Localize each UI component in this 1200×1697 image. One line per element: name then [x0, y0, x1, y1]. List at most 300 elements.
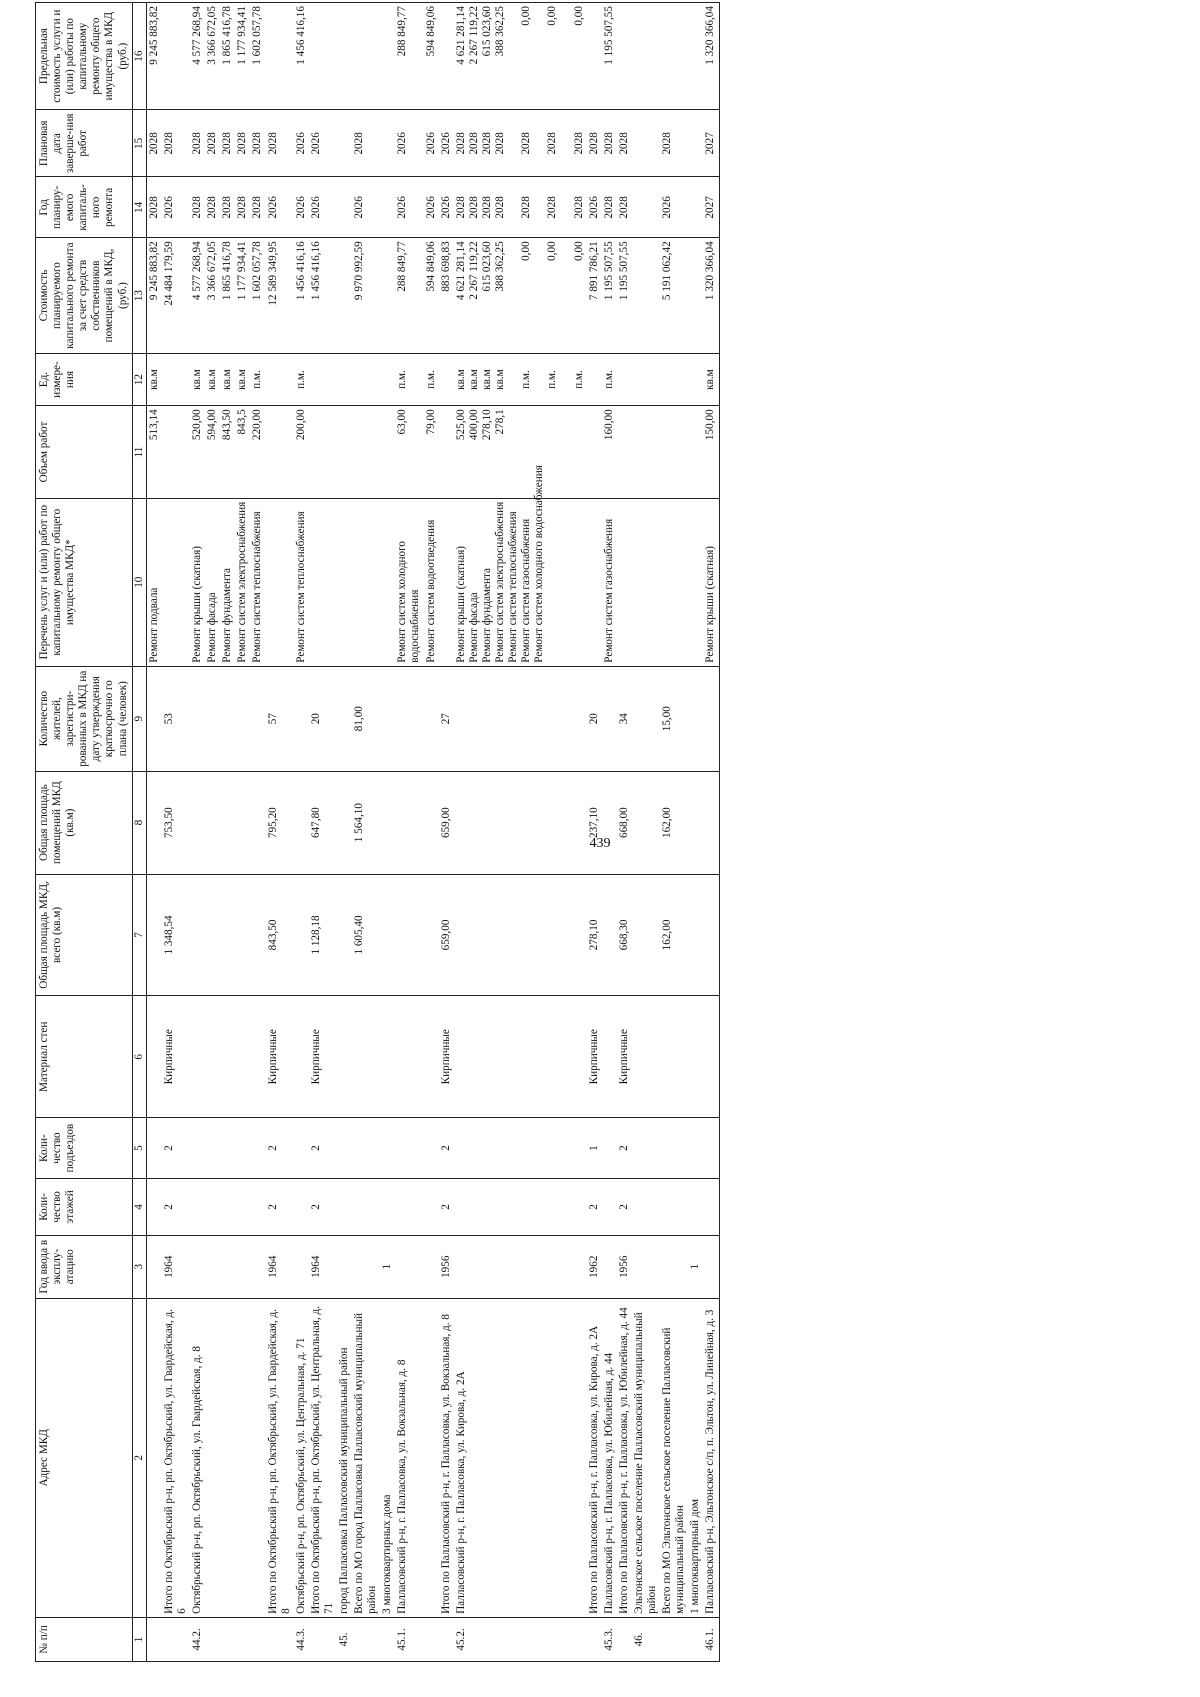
header-cell: Перечень услуг и (или) работ по капитальному ремонту общего имущества МКД* — [36, 498, 133, 666]
floors-cell — [205, 1179, 220, 1236]
unit-cell: кв.м — [190, 353, 205, 405]
unit-cell: п.м. — [602, 353, 617, 405]
row-number-cell: 46. — [632, 1617, 660, 1661]
wall-material-cell — [220, 996, 235, 1118]
wall-material-cell — [294, 996, 309, 1118]
end-date-cell: 2026 — [424, 110, 439, 177]
work-list-cell: Ремонт систем газоснабжения — [602, 498, 617, 666]
plan-year-cell: 2026 — [162, 177, 190, 238]
cell-line: 0,00 — [546, 6, 559, 26]
header-cell: Материал стен — [36, 996, 133, 1118]
premises-area-cell: 795,20 — [266, 771, 294, 874]
address-cell: Итого по Октябрьский р-н, рп. Октябрьский, ул. Центральная, д. 71 — [309, 1298, 337, 1617]
volume-cell: 79,00 — [424, 406, 439, 498]
limit-cost-cell: 9 245 883,82 — [146, 3, 162, 110]
volume-cell: 843,50 — [220, 406, 235, 498]
end-date-cell: 2027 — [703, 110, 719, 177]
unit-cell: п.м. — [250, 353, 265, 405]
cost-cell: 24 484 179,59 — [162, 238, 190, 353]
plan-year-cell: 2028 — [250, 177, 265, 238]
cell-line — [559, 6, 572, 106]
plan-year-cell — [688, 177, 703, 238]
table-row — [395, 3, 423, 1662]
premises-area-cell — [220, 771, 235, 874]
limit-cost-cell — [352, 3, 380, 110]
floors-cell: 2 — [162, 1179, 190, 1236]
work-list-cell — [162, 498, 190, 666]
row-number-cell — [688, 1617, 703, 1661]
plan-year-cell: 2026 — [395, 177, 423, 238]
address-cell: Палласовский р-н, г. Палласовка, ул. Кирова, д. 2А — [454, 1298, 587, 1617]
volume-cell: 594,00 — [205, 406, 220, 498]
residents-cell: 20 — [587, 666, 602, 771]
limit-cost-cell: 1 602 057,78 — [250, 3, 265, 110]
unit-cell — [309, 353, 337, 405]
cell-line: 0,00 — [520, 241, 533, 261]
header-cell: Адрес МКД — [36, 1298, 133, 1617]
column-number: 6 — [132, 996, 146, 1118]
plan-year-cell: 2028 — [146, 177, 162, 238]
unit-cell: п.м. — [395, 353, 423, 405]
end-date-cell — [337, 110, 352, 177]
residents-cell — [424, 666, 439, 771]
floors-cell: 2 — [266, 1179, 294, 1236]
entrances-cell — [220, 1118, 235, 1179]
table-row — [632, 3, 660, 1662]
residents-cell — [454, 666, 587, 771]
premises-area-cell — [454, 771, 587, 874]
cell-line: Ремонт систем теплоснабжения — [507, 511, 520, 663]
cell-line: 2028 — [546, 196, 559, 219]
column-number: 13 — [132, 238, 146, 353]
column-number-row — [132, 3, 146, 1662]
address-cell: Эльтонское сельское поселение Палласовский муниципальный район — [632, 1298, 660, 1617]
volume-cell — [454, 406, 587, 498]
end-date-cell: 2028 — [146, 110, 162, 177]
header-cell: Предельная стоимость услуги и (или) работы по капитальному ремонту общего имущества в МКД (руб.) — [36, 3, 133, 110]
premises-area-cell — [190, 771, 205, 874]
volume-cell — [352, 406, 380, 498]
cell-line — [507, 357, 520, 402]
table-row — [439, 3, 454, 1662]
cell-line: 0,00 — [572, 6, 585, 26]
entrances-cell — [454, 1118, 587, 1179]
floors-cell — [250, 1179, 265, 1236]
table-row — [235, 3, 250, 1662]
address-cell — [235, 1298, 250, 1617]
premises-area-cell — [703, 771, 719, 874]
row-number-cell: 44.2. — [190, 1617, 205, 1661]
premises-area-cell: 1 564,10 — [352, 771, 380, 874]
total-area-cell — [294, 874, 309, 996]
cost-cell — [454, 238, 587, 353]
residents-cell: 81,00 — [352, 666, 380, 771]
plan-year-cell — [337, 177, 352, 238]
rotated-table-container — [35, 2, 1185, 1662]
plan-year-cell — [380, 177, 395, 238]
table-row — [220, 3, 235, 1662]
unit-cell: кв.м — [235, 353, 250, 405]
year-cell: 1964 — [266, 1235, 294, 1298]
table-row — [352, 3, 380, 1662]
table-row — [250, 3, 265, 1662]
residents-cell — [190, 666, 205, 771]
row-number-cell — [309, 1617, 337, 1661]
year-cell: 1964 — [162, 1235, 190, 1298]
row-number-cell — [235, 1617, 250, 1661]
year-cell — [632, 1235, 660, 1298]
floors-cell — [688, 1179, 703, 1236]
volume-cell: 160,00 — [602, 406, 617, 498]
end-date-cell: 2028 — [162, 110, 190, 177]
limit-cost-cell: 3 366 672,05 — [205, 3, 220, 110]
cell-line: 0,00 — [520, 6, 533, 26]
cell-line: 2028 — [467, 196, 480, 219]
work-list-cell: Ремонт фасада — [205, 498, 220, 666]
plan-year-cell: 2026 — [424, 177, 439, 238]
address-cell: город Палласовка Палласовский муниципальный район — [337, 1298, 352, 1617]
header-cell: Объем работ — [36, 406, 133, 498]
unit-cell — [266, 353, 294, 405]
premises-area-cell — [294, 771, 309, 874]
wall-material-cell — [190, 996, 205, 1118]
cell-line: 2 267 119,22 — [467, 241, 480, 300]
cell-line — [533, 180, 546, 234]
end-date-cell: 2026 — [395, 110, 423, 177]
limit-cost-cell — [660, 3, 688, 110]
plan-year-cell: 2026 — [352, 177, 380, 238]
plan-year-cell: 2028 — [617, 177, 632, 238]
cell-line: 278,10 — [480, 409, 493, 441]
total-area-cell — [424, 874, 439, 996]
unit-cell — [688, 353, 703, 405]
column-number: 7 — [132, 874, 146, 996]
header-cell: Ед. измере-ния — [36, 353, 133, 405]
year-cell — [220, 1235, 235, 1298]
floors-cell — [424, 1179, 439, 1236]
limit-cost-cell: 288 849,77 — [395, 3, 423, 110]
floors-cell — [602, 1179, 617, 1236]
limit-cost-cell — [439, 3, 454, 110]
unit-cell — [337, 353, 352, 405]
plan-year-cell: 2026 — [660, 177, 688, 238]
residents-cell — [688, 666, 703, 771]
column-number: 2 — [132, 1298, 146, 1617]
floors-cell — [703, 1179, 719, 1236]
cell-line — [507, 113, 520, 173]
premises-area-cell: 237,10 — [587, 771, 602, 874]
plan-year-cell: 2026 — [587, 177, 602, 238]
year-cell — [424, 1235, 439, 1298]
cell-line — [507, 241, 520, 349]
end-date-cell: 2028 — [660, 110, 688, 177]
total-area-cell: 659,00 — [439, 874, 454, 996]
limit-cost-cell: 1 177 934,41 — [235, 3, 250, 110]
residents-cell: 53 — [162, 666, 190, 771]
premises-area-cell — [602, 771, 617, 874]
cost-cell: 7 891 786,21 — [587, 238, 602, 353]
cell-line: 4 621 281,14 — [454, 241, 467, 301]
premises-area-cell — [380, 771, 395, 874]
total-area-cell: 1 605,40 — [352, 874, 380, 996]
address-cell — [424, 1298, 439, 1617]
address-cell: Итого по Палласовский р-н, г. Палласовка, ул. Кирова, д. 2А — [587, 1298, 602, 1617]
cost-cell: 1 456 416,16 — [294, 238, 309, 353]
residents-cell: 57 — [266, 666, 294, 771]
header-row — [36, 3, 133, 1662]
work-list-cell — [309, 498, 337, 666]
cell-line: 388 362,25 — [494, 6, 506, 57]
cell-line: 0,00 — [572, 241, 585, 261]
end-date-cell: 2028 — [220, 110, 235, 177]
address-cell: Итого по Палласовский р-н, г. Палласовка, ул. Вокзальная, д. 8 — [439, 1298, 454, 1617]
floors-cell — [220, 1179, 235, 1236]
entrances-cell: 1 — [587, 1118, 602, 1179]
floors-cell — [190, 1179, 205, 1236]
address-cell: Итого по Палласовский р-н, г. Палласовка, ул. Юбилейная, д. 44 — [617, 1298, 632, 1617]
row-number-cell — [424, 1617, 439, 1661]
plan-year-cell: 2026 — [309, 177, 337, 238]
cost-cell — [380, 238, 395, 353]
total-area-cell: 162,00 — [660, 874, 688, 996]
premises-area-cell — [632, 771, 660, 874]
table-row — [602, 3, 617, 1662]
floors-cell — [380, 1179, 395, 1236]
volume-cell — [587, 406, 602, 498]
residents-cell — [235, 666, 250, 771]
cost-cell — [337, 238, 352, 353]
unit-cell — [439, 353, 454, 405]
year-cell — [294, 1235, 309, 1298]
wall-material-cell — [688, 996, 703, 1118]
cost-cell: 4 577 268,94 — [190, 238, 205, 353]
entrances-cell — [294, 1118, 309, 1179]
table-row — [454, 3, 587, 1662]
premises-area-cell — [250, 771, 265, 874]
header-cell: Общая площадь помещений МКД (кв.м) — [36, 771, 133, 874]
address-cell: Палласовский р-н, г. Палласовка, ул. Вокзальная, д. 8 — [395, 1298, 423, 1617]
wall-material-cell — [352, 996, 380, 1118]
table-row — [162, 3, 190, 1662]
unit-cell — [632, 353, 660, 405]
floors-cell — [235, 1179, 250, 1236]
table-row — [146, 3, 162, 1662]
volume-cell: 200,00 — [294, 406, 309, 498]
column-number: 5 — [132, 1118, 146, 1179]
wall-material-cell — [424, 996, 439, 1118]
floors-cell — [660, 1179, 688, 1236]
cell-line: 400,00 — [467, 409, 480, 441]
residents-cell: 15,00 — [660, 666, 688, 771]
column-number: 15 — [132, 110, 146, 177]
year-cell — [454, 1235, 587, 1298]
unit-cell: кв.м — [205, 353, 220, 405]
row-number-cell: 46.1. — [703, 1617, 719, 1661]
limit-cost-cell: 4 577 268,94 — [190, 3, 205, 110]
address-cell — [220, 1298, 235, 1617]
table-row — [424, 3, 439, 1662]
end-date-cell: 2028 — [266, 110, 294, 177]
entrances-cell — [632, 1118, 660, 1179]
row-number-cell — [250, 1617, 265, 1661]
total-area-cell: 1 128,18 — [309, 874, 337, 996]
volume-cell — [162, 406, 190, 498]
limit-cost-cell: 1 456 416,16 — [294, 3, 309, 110]
volume-cell: 520,00 — [190, 406, 205, 498]
volume-cell — [632, 406, 660, 498]
cell-line: Ремонт систем электроснабжения — [494, 501, 506, 663]
plan-year-cell: 2028 — [205, 177, 220, 238]
column-number: 4 — [132, 1179, 146, 1236]
end-date-cell: 2028 — [617, 110, 632, 177]
limit-cost-cell — [337, 3, 352, 110]
cell-line — [559, 113, 572, 173]
address-cell: 3 многоквартирных дома — [380, 1298, 395, 1617]
limit-cost-cell: 1 320 366,04 — [703, 3, 719, 110]
volume-cell: 843,5 — [235, 406, 250, 498]
column-number: 10 — [132, 498, 146, 666]
total-area-cell — [337, 874, 352, 996]
residents-cell: 27 — [439, 666, 454, 771]
table-row — [688, 3, 703, 1662]
total-area-cell: 278,10 — [587, 874, 602, 996]
column-number: 8 — [132, 771, 146, 874]
limit-cost-cell — [632, 3, 660, 110]
row-number-cell — [205, 1617, 220, 1661]
volume-cell — [439, 406, 454, 498]
floors-cell: 2 — [439, 1179, 454, 1236]
cell-line: 2028 — [480, 196, 493, 219]
end-date-cell: 2028 — [352, 110, 380, 177]
premises-area-cell: 668,00 — [617, 771, 632, 874]
premises-area-cell: 659,00 — [439, 771, 454, 874]
cell-line: п.м. — [572, 370, 585, 389]
plan-year-cell: 2028 — [220, 177, 235, 238]
cell-line: 2028 — [454, 196, 467, 219]
residents-cell — [250, 666, 265, 771]
wall-material-cell: Кирпичные — [162, 996, 190, 1118]
entrances-cell — [190, 1118, 205, 1179]
table-row — [587, 3, 602, 1662]
cell-line: 615 023,60 — [480, 6, 493, 57]
cell-line: кв.м — [454, 369, 467, 390]
header-cell: Год планиру-емого капиталь-ного ремонта — [36, 177, 133, 238]
cell-line: 0,00 — [546, 241, 559, 261]
work-list-cell: Ремонт крыши (скатная) — [190, 498, 205, 666]
wall-material-cell — [703, 996, 719, 1118]
row-number-cell: 45.1. — [395, 1617, 423, 1661]
table-row — [294, 3, 309, 1662]
work-list-cell — [352, 498, 380, 666]
cell-line: Ремонт фундамента — [480, 568, 493, 663]
year-cell: 1964 — [309, 1235, 337, 1298]
work-list-cell — [266, 498, 294, 666]
column-number: 1 — [132, 1617, 146, 1661]
year-cell — [146, 1235, 162, 1298]
premises-area-cell — [395, 771, 423, 874]
table-row — [703, 3, 719, 1662]
year-cell — [660, 1235, 688, 1298]
cell-line: 2028 — [467, 132, 480, 155]
premises-area-cell — [688, 771, 703, 874]
cost-cell: 1 195 507,55 — [617, 238, 632, 353]
table-row — [660, 3, 688, 1662]
year-cell — [235, 1235, 250, 1298]
header-cell: Год ввода в эксплу-атацию — [36, 1235, 133, 1298]
limit-cost-cell — [309, 3, 337, 110]
limit-cost-cell — [454, 3, 587, 110]
unit-cell: п.м. — [294, 353, 309, 405]
entrances-cell: 2 — [617, 1118, 632, 1179]
row-number-cell — [266, 1617, 294, 1661]
volume-cell — [380, 406, 395, 498]
cost-cell: 3 366 672,05 — [205, 238, 220, 353]
cost-cell: 12 589 349,95 — [266, 238, 294, 353]
wall-material-cell — [380, 996, 395, 1118]
total-area-cell — [220, 874, 235, 996]
residents-cell — [146, 666, 162, 771]
end-date-cell: 2028 — [205, 110, 220, 177]
entrances-cell — [395, 1118, 423, 1179]
entrances-cell — [688, 1118, 703, 1179]
residents-cell — [632, 666, 660, 771]
cell-line: 525,00 — [454, 409, 467, 441]
floors-cell — [337, 1179, 352, 1236]
cost-cell: 1 456 416,16 — [309, 238, 337, 353]
year-cell: 1956 — [439, 1235, 454, 1298]
entrances-cell — [337, 1118, 352, 1179]
plan-year-cell: 2028 — [602, 177, 617, 238]
premises-area-cell — [205, 771, 220, 874]
table-row — [617, 3, 632, 1662]
total-area-cell — [380, 874, 395, 996]
cell-line: 2028 — [494, 132, 506, 155]
address-cell: Всего по МО Эльтонское сельское поселение Палласовский муниципальный район — [660, 1298, 688, 1617]
volume-cell — [309, 406, 337, 498]
unit-cell — [380, 353, 395, 405]
volume-cell — [337, 406, 352, 498]
residents-cell — [205, 666, 220, 771]
cell-line — [507, 180, 520, 234]
plan-year-cell: 2026 — [294, 177, 309, 238]
address-cell — [250, 1298, 265, 1617]
table-row — [190, 3, 205, 1662]
row-number-cell: 45.2. — [454, 1617, 587, 1661]
limit-cost-cell — [617, 3, 632, 110]
end-date-cell: 2028 — [602, 110, 617, 177]
plan-year-cell: 2027 — [703, 177, 719, 238]
capital-repair-table — [35, 2, 720, 1662]
wall-material-cell — [337, 996, 352, 1118]
year-cell: 1 — [688, 1235, 703, 1298]
column-number: 11 — [132, 406, 146, 498]
row-number-cell — [220, 1617, 235, 1661]
residents-cell — [703, 666, 719, 771]
address-cell: Итого по Октябрьский р-н, рп. Октябрьский, ул. Гвардейская, д. 8 — [266, 1298, 294, 1617]
address-cell: Итого по Октябрьский р-н, рп. Октябрьский, ул. Гвардейская, д. 6 — [162, 1298, 190, 1617]
unit-cell — [454, 353, 587, 405]
entrances-cell — [205, 1118, 220, 1179]
entrances-cell — [235, 1118, 250, 1179]
total-area-cell — [205, 874, 220, 996]
limit-cost-cell: 594 849,06 — [424, 3, 439, 110]
year-cell: 1 — [380, 1235, 395, 1298]
unit-cell: п.м. — [424, 353, 439, 405]
wall-material-cell: Кирпичные — [587, 996, 602, 1118]
cost-cell — [632, 238, 660, 353]
cost-cell: 1 195 507,55 — [602, 238, 617, 353]
row-number-cell — [660, 1617, 688, 1661]
